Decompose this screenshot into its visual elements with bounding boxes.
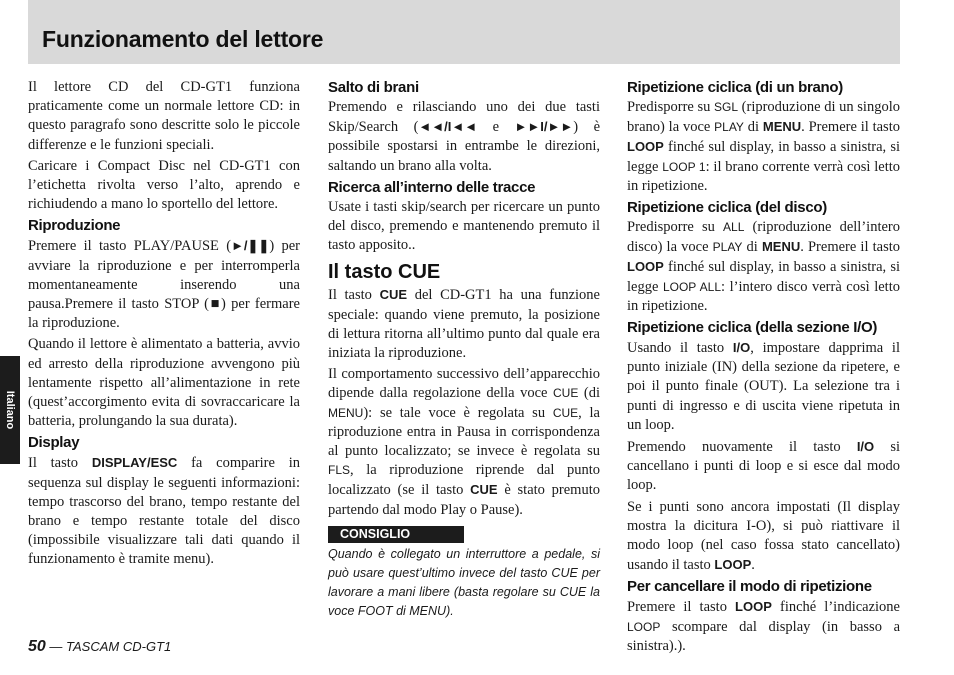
- reactivate-loop-paragraph: Se i punti sono ancora impostati (Il display mostra la dicitura I-O), si può riattivare il modo loop (nel caso fossa stato cancellato) usando il tasto LOOP.: [627, 498, 900, 574]
- skip-back-symbol: ◄◄/I◄◄: [418, 119, 478, 135]
- heading-salto: Salto di brani: [328, 79, 419, 96]
- cue-key-2: CUE: [470, 482, 498, 498]
- page-title: Funzionamento del lettore: [42, 26, 324, 52]
- language-tab-label: Italiano: [4, 390, 16, 430]
- skip-forward-symbol: ►►I/►►: [514, 119, 574, 135]
- heading-ricerca: Ricerca all’interno delle tracce: [328, 178, 536, 196]
- tip-text: Quando è collegato un interruttore a pedale, si può usare quest’ultimo invece del tasto CUE per lavorare a mani libere (basta regolare su CUE la voce FOOT di MENU).: [328, 546, 600, 618]
- heading-cue: Il tasto CUE: [328, 261, 441, 284]
- heading-display: Display: [28, 434, 80, 452]
- search-paragraph: Usate i tasti skip/search per ricercare un punto del disco, premendo e mantenendo premuto il tasto apposito..: [328, 198, 600, 254]
- page-footer: [28, 638, 171, 656]
- loading-paragraph: Caricare i Compact Disc nel CD-GT1 con l’etichetta rivolta verso l’alto, aprendo e richiudendo a mano lo sportello del lettore.: [28, 157, 300, 213]
- heading-repeat-track: Ripetizione ciclica (di un brano): [627, 79, 843, 96]
- cue-behavior-paragraph: Il comportamento successivo dell’apparecchio dipende dalla regolazione della voce CUE (di MENU): se tale voce è regolata su CUE, la riproduzione entra in Pausa in corrispondenza al punto localizzato; se invece è regolata su FLS, la riproduzione riprende dal punto localizzato (se il tasto CUE è stato premuto partendo dal modo Play o Pause).: [328, 366, 600, 518]
- heading-cancel-repeat: Per cancellare il modo di ripetizione: [627, 578, 872, 596]
- footer-text: — TASCAM CD-GT1: [49, 639, 172, 654]
- cancel-repeat-paragraph: Premere il tasto LOOP finché l’indicazione LOOP scompare dal display (in basso a sinistra).).: [627, 599, 900, 654]
- skip-paragraph: Premendo e rilasciando uno dei due tasti Skip/Search (◄◄/I◄◄ e ►►I/►►) è possibile spostarsi in entrambe le direzioni, saltando un brano alla volta.: [328, 99, 601, 174]
- column-left: [28, 78, 300, 572]
- playback-paragraph: Premere il tasto PLAY/PAUSE (►/❚❚) per avviare la riproduzione e per interromperla momentaneamente inserendo una pausa.Premere il tasto STOP (■) per fermare la riproduzione.: [28, 238, 300, 332]
- cue-paragraph: Il tasto CUE del CD-GT1 ha una funzione speciale: quando viene premuto, la posizione di lettura ritorna all’ultimo punto dal quale era iniziata la riproduzione.: [328, 287, 600, 362]
- intro-paragraph: Il lettore CD del CD-GT1 funziona praticamente come un normale lettore CD: in questo paragrafo sono descritte solo le piccole differenze e le funzioni speciali.: [28, 79, 300, 153]
- stop-symbol: ■: [208, 296, 222, 313]
- heading-repeat-disc: Ripetizione ciclica (del disco): [627, 199, 827, 217]
- display-paragraph: Il tasto DISPLAY/ESC fa comparire in sequenza sul display le seguenti informazioni: tempo trascorso del brano, tempo restante del brano e tempo restante totale del disco (impossibile visualizzare tali dati quando il funzionamento è tramite menu).: [28, 455, 300, 568]
- heading-riproduzione: Riproduzione: [28, 217, 121, 235]
- repeat-io-paragraph: Usando il tasto I/O, impostare dapprima il punto iniziale (IN) della sezione da ripetere, e poi il punto finale (OUT). La selezione tra i punti di ingresso e di uscita viene ripetuta in un loop.: [627, 340, 900, 433]
- heading-repeat-io: Ripetizione ciclica (della sezione I/O): [627, 319, 878, 337]
- language-tab: [0, 356, 20, 464]
- page-number: 50: [28, 638, 46, 655]
- play-pause-symbol: ►/❚❚: [231, 238, 270, 254]
- cue-key: CUE: [379, 287, 408, 303]
- tip-label: CONSIGLIO: [328, 526, 464, 543]
- page-header: [28, 0, 900, 64]
- display-esc-key: DISPLAY/ESC: [91, 455, 178, 471]
- column-right: [627, 78, 900, 658]
- column-middle: [328, 78, 600, 623]
- battery-paragraph: Quando il lettore è alimentato a batteria, avvio ed arresto della riproduzione avvengono più lentamente rispetto all’alimentazione in rete (quest’accorgimento evita di sovraccaricare la batteria, prolungando la sua durata).: [28, 336, 300, 430]
- repeat-track-paragraph: Predisporre su SGL (riproduzione di un singolo brano) la voce PLAY di MENU. Premere il tasto LOOP finché sul display, in basso a sinistra, si legge LOOP 1: il brano corrente verrà così letto in ripetizione.: [627, 99, 901, 194]
- cancel-io-paragraph: Premendo nuovamente il tasto I/O si cancellano i punti di loop e si esce dal modo loop.: [627, 439, 901, 494]
- repeat-disc-paragraph: Predisporre su ALL (riproduzione dell’intero disco) la voce PLAY di MENU. Premere il tasto LOOP finché sul display, in basso a sinistra, si legge LOOP ALL: l’intero disco verrà così letto in ripetizione.: [627, 219, 900, 314]
